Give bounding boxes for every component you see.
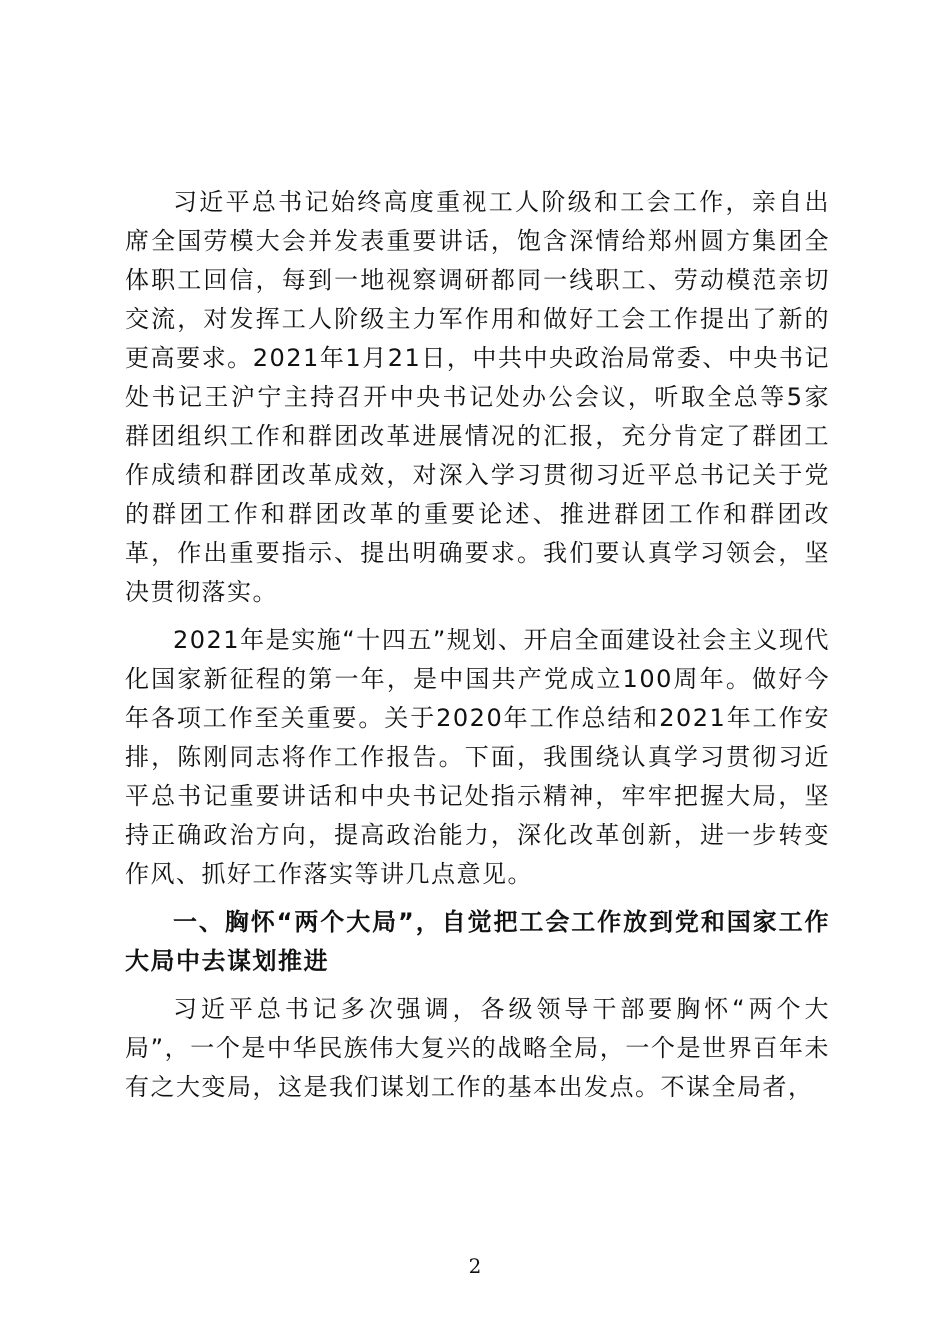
- body-paragraph-2: 2021年是实施“十四五”规划、开启全面建设社会主义现代化国家新征程的第一年，是中国共产党成立100周年。做好今年各项工作至关重要。关于2020年工作总结和2021年工作安排，陈刚同志将作工作报告。下面，我围绕认真学习贯彻习近平总书记重要讲话和中央书记处指示精神，牢牢把握大局，坚持正确政治方向，提高政治能力，深化改革创新，进一步转变作风、抓好工作落实等讲几点意见。: [125, 626, 830, 888]
- page-number: 2: [468, 1254, 482, 1278]
- document-body: [125, 183, 830, 1107]
- body-paragraph-3: 习近平总书记多次强调，各级领导干部要胸怀“两个大局”，一个是中华民族伟大复兴的战略全局，一个是世界百年未有之大变局，这是我们谋划工作的基本出发点。不谋全局者，: [125, 995, 830, 1101]
- section-heading-1: 一、胸怀“两个大局”，自觉把工会工作放到党和国家工作大局中去谋划推进: [125, 908, 830, 975]
- body-paragraph-1: 习近平总书记始终高度重视工人阶级和工会工作，亲自出席全国劳模大会并发表重要讲话，饱含深情给郑州圆方集团全体职工回信，每到一地视察调研都同一线职工、劳动模范亲切交流，对发挥工人阶级主力军作用和做好工会工作提出了新的更高要求。2021年1月21日，中共中央政治局常委、中央书记处书记王沪宁主持召开中央书记处办公会议，听取全总等5家群团组织工作和群团改革进展情况的汇报，充分肯定了群团工作成绩和群团改革成效，对深入学习贯彻习近平总书记关于党的群团工作和群团改革的重要论述、推进群团工作和群团改革，作出重要指示、提出明确要求。我们要认真学习领会，坚决贯彻落实。: [125, 188, 830, 606]
